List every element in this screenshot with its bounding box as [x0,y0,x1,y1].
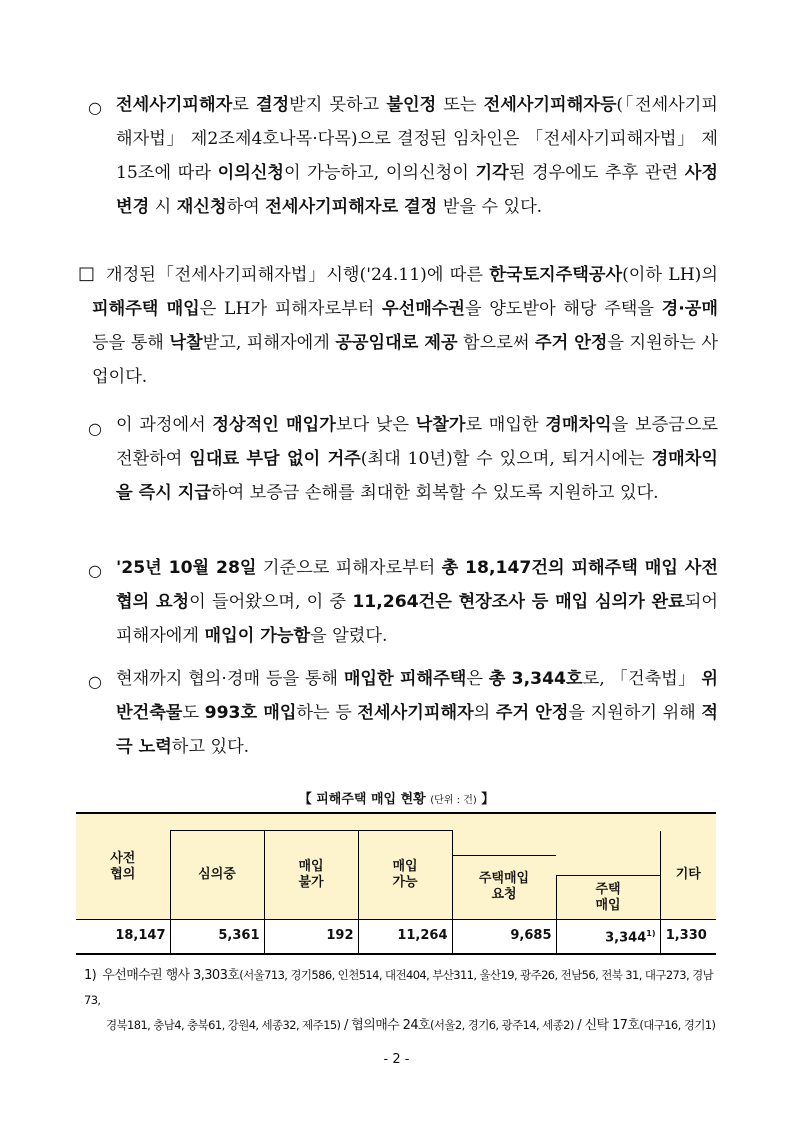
header-not-purchasable: 매입 불가 [264,831,358,920]
header-purchased: 주택 매입 [556,876,660,920]
paragraph-lh-purchase: 개정된「전세사기피해자법」시행('24.11)에 따른 한국토지주택공사(이하 LH)의 피해주택 매입은 LH가 피해자로부터 우선매수권을 양도받아 해당 주택을 경·공매 등을 통해 낙찰받고, 피해자에게 공공임대로 제공 함으로써 주거 안정을 지원하는 사업이다. [92,265,719,387]
header-under-review: 심의중 [170,831,264,920]
cell-other: 1,330 [660,920,716,954]
circle-bullet: ○ [88,561,102,580]
header-purchasable: 매입 가능 [358,831,452,920]
page-number: - 2 - [383,1052,410,1067]
circle-bullet: ○ [88,98,102,117]
cell-purchased: 3,344$^{1)}$ [556,920,660,954]
purchase-status-table [76,812,716,955]
header-purchase-request: 주택매입 요청 [452,855,556,920]
cell-purchasable: 11,264 [358,920,452,954]
circle-bullet: ○ [88,419,102,438]
paragraph-requests: '25년 10월 28일 기준으로 피해자로부터 총 18,147건의 피해주택 매입 사전협의 요청이 들어왔으며, 이 중 11,264건은 현장조사 등 매입 심의가 완료되어 피해자에게 매입이 가능함을 알렸다. [116,558,718,646]
cell-under-review: 5,361 [170,920,264,954]
paragraph-appeal: 전세사기피해자로 결정받지 못하고 불인정 또는 전세사기피해자등(「전세사기피해자법」 제2조제4호나목·다목)으로 결정된 임차인은 「전세사기피해자법」 제15조에 따라 이의신청이 가능하고, 이의신청이 기각된 경우에도 추후 관련 사정변경 시 재신청하여 전세사기피해자로 결정 받을 수 있다. [116,95,718,217]
paragraph-auction-gain: 이 과정에서 정상적인 매입가보다 낮은 낙찰가로 매입한 경매차익을 보증금으로 전환하여 임대료 부담 없이 거주(최대 10년)할 수 있으며, 퇴거시에는 경매차익을 즉시 지급하여 보증금 손해를 최대한 회복할 수 있도록 지원하고 있다. [116,415,718,503]
square-bullet: □ [78,263,96,284]
table-caption: 【 피해주택 매입 현황 (단위 : 건) 】 [298,792,495,807]
circle-bullet: ○ [88,672,102,691]
table-footnote: 1) 우선매수권 행사 3,303호(서울713, 경기586, 인천514, 대전404, 부산311, 울산19, 광주26, 전남56, 전북 31, 대구273, 경남73, 경북181, 충남4, 충북61, 강원4, 세종32, 제주15) / 협의매수 24호(서울2, 경기6, 광주14, 세종2) / 신탁 17호(대구16, 경기1) [84,968,716,1033]
cell-purchase-request: 9,685 [452,920,556,954]
header-prior-consultation: 사전 협의 [76,813,170,920]
cell-not-purchasable: 192 [264,920,358,954]
cell-prior-consultation: 18,147 [76,920,170,954]
header-other: 기타 [660,831,716,920]
paragraph-purchased: 현재까지 협의·경매 등을 통해 매입한 피해주택은 총 3,344호로, 「건축법」 위반건축물도 993호 매입하는 등 전세사기피해자의 주거 안정을 지원하기 위해 적극 노력하고 있다. [116,669,718,757]
